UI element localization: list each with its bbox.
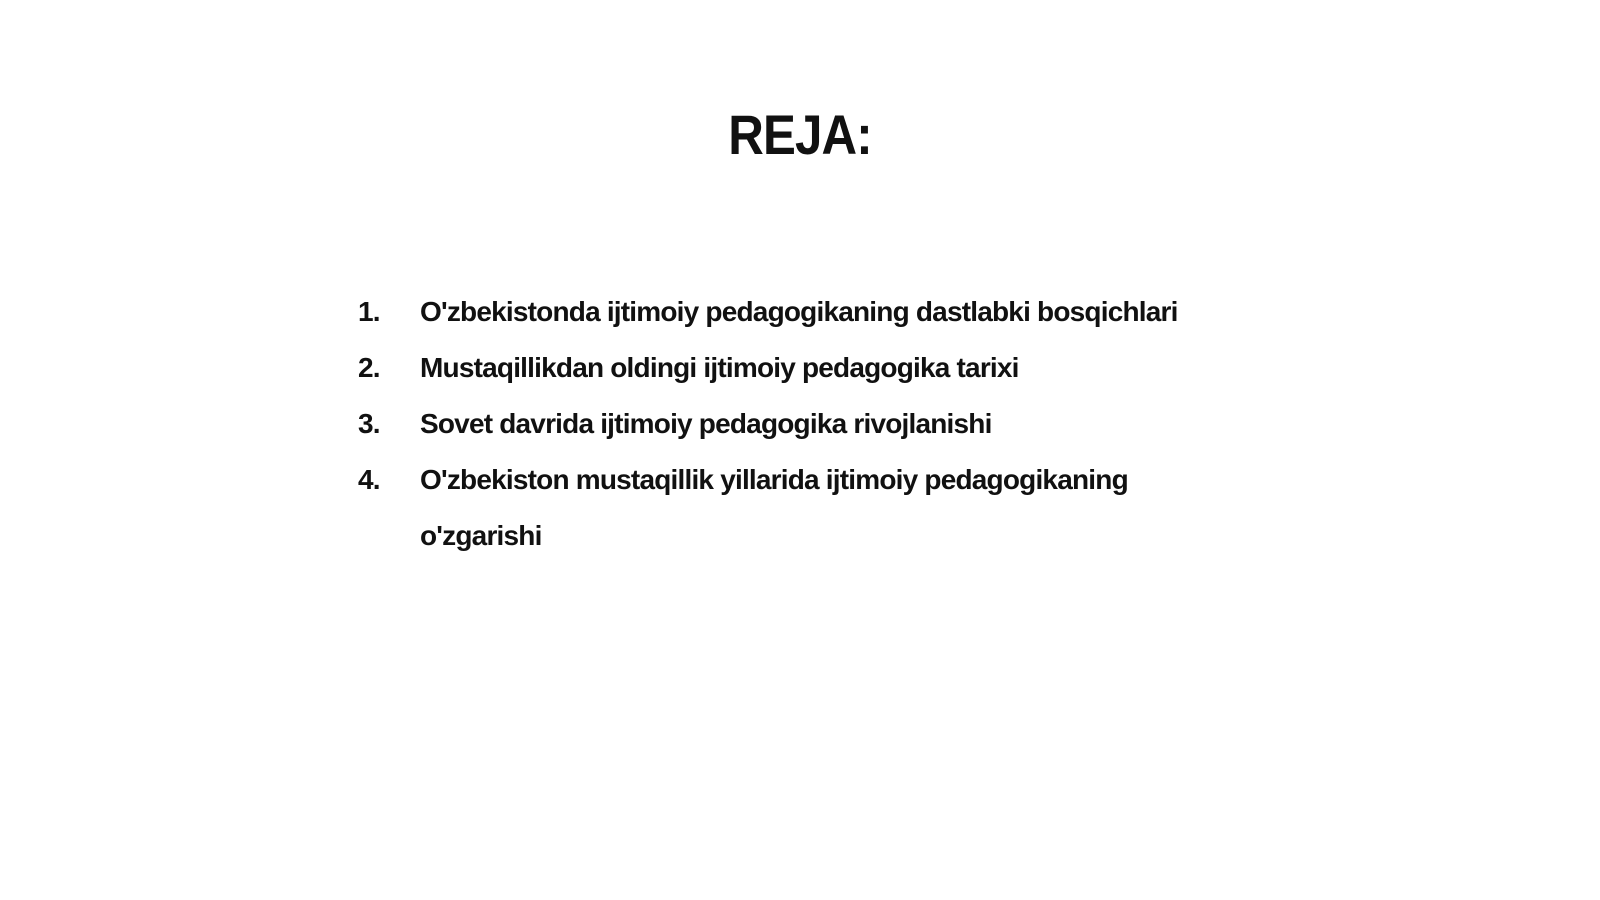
list-item-number: 4. bbox=[358, 464, 380, 495]
list-item-text: Mustaqillikdan oldingi ijtimoiy pedagogika tarixi bbox=[420, 352, 1019, 383]
list-item bbox=[358, 396, 1238, 452]
list-item bbox=[358, 452, 1238, 564]
slide-title: REJA: bbox=[728, 103, 872, 166]
plan-list bbox=[358, 284, 1238, 564]
list-item bbox=[358, 284, 1238, 340]
list-item-number: 1. bbox=[358, 296, 380, 327]
list-item-text: O'zbekiston mustaqillik yillarida ijtimoiy pedagogikaning o'zgarishi bbox=[420, 464, 1128, 551]
list-item-text: O'zbekistonda ijtimoiy pedagogikaning dastlabki bosqichlari bbox=[420, 296, 1178, 327]
list-item-number: 3. bbox=[358, 408, 380, 439]
list-item bbox=[358, 340, 1238, 396]
list-item-text: Sovet davrida ijtimoiy pedagogika rivojlanishi bbox=[420, 408, 992, 439]
list-item-number: 2. bbox=[358, 352, 380, 383]
